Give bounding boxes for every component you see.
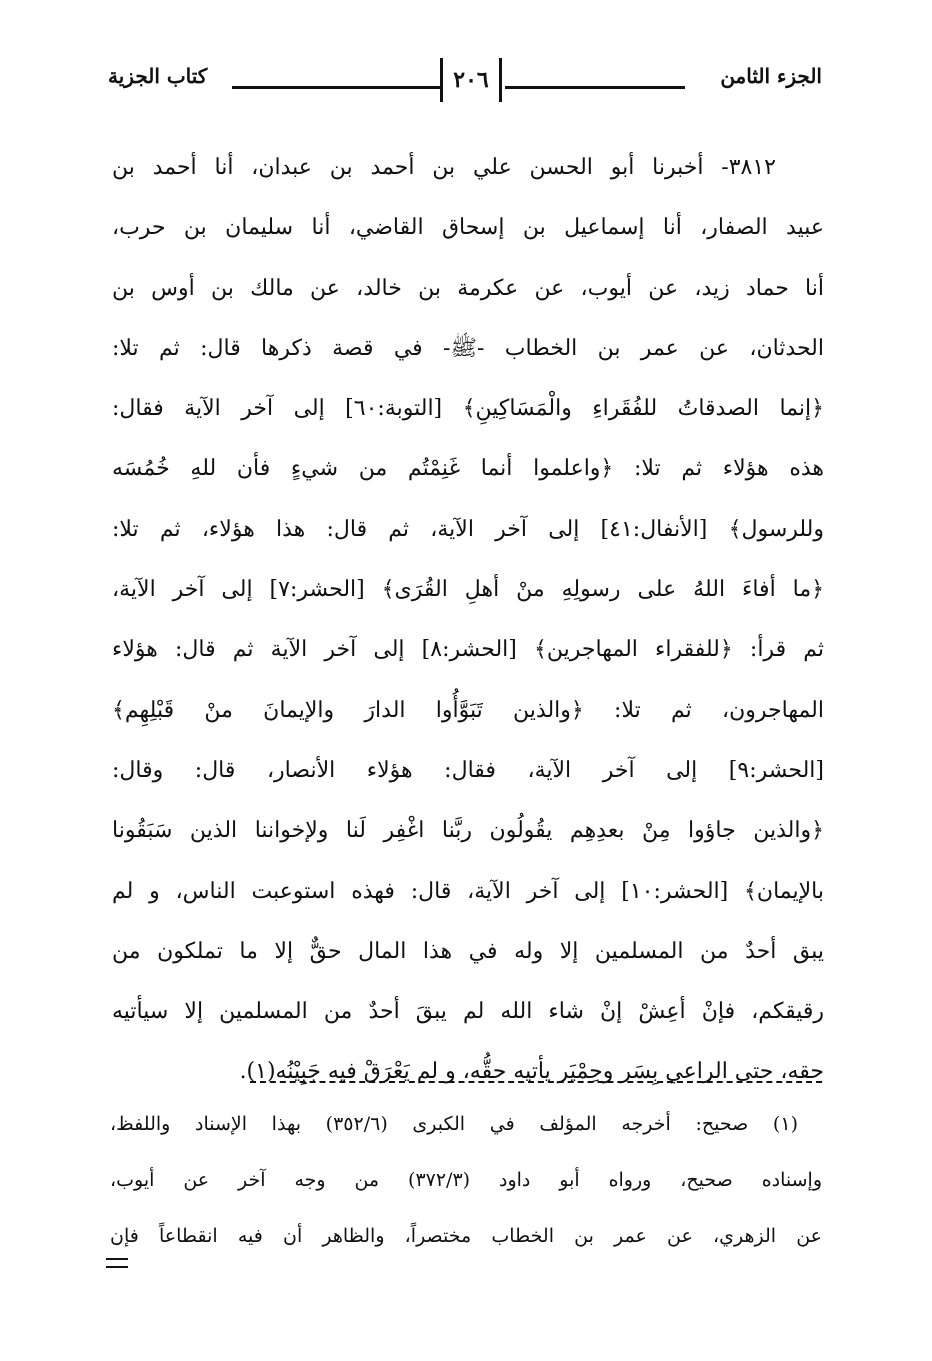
text-line: ثم قرأ: ﴿للفقراء المهاجرين﴾ [الحشر:٨] إلى آخر الآية ثم قال: هؤلاء <box>112 637 824 663</box>
text-line: الحدثان، عن عمر بن الخطاب -ﷺ- في قصة ذكرها قال: ثم تلا: <box>112 335 824 361</box>
text-line: أنا حماد زيد، عن أيوب، عن عكرمة بن خالد، عن مالك بن أوس بن <box>112 275 824 301</box>
text-line: حقه، حتى الراعي بِسَر وحِمْيَر يأتيه حقُّه، و لم يَعْرَقْ فيه جَبِيْنُه(١). <box>239 1059 824 1085</box>
page-header <box>0 52 932 108</box>
header-rule-right <box>505 86 685 89</box>
text-line: ﴿إنما الصدقاتُ للفُقَراءِ والْمَسَاكِينِ﴾ [التوبة:٦٠] إلى آخر الآية فقال: <box>112 396 824 422</box>
part-title: الجزء الثامن <box>720 64 822 88</box>
text-line: بالإيمان﴾ [الحشر:١٠] إلى آخر الآية، قال: فهذه استوعبت الناس، و لم <box>112 878 824 904</box>
book-title: كتاب الجزية <box>108 64 208 88</box>
text-line: عبيد الصفار، أنا إسماعيل بن إسحاق القاضي، أنا سليمان بن حرب، <box>112 215 824 241</box>
text-line: وللرسول﴾ [الأنفال:٤١] إلى آخر الآية، ثم قال: هذا هؤلاء، ثم تلا: <box>112 516 825 542</box>
footnotes <box>110 1103 822 1271</box>
continuation-mark <box>106 1258 128 1268</box>
footnote-line: (١) صحيح: أخرجه المؤلف في الكبرى (٣٥٢/٦) بهذا الإسناد واللفظ، <box>110 1113 798 1135</box>
footnote-line: وإسناده صحيح، ورواه أبو داود (٣٧٢/٣) من وجه آخر عن أيوب، <box>110 1169 822 1191</box>
footnote-separator <box>250 1081 822 1083</box>
page-number: ٢٠٦ <box>453 67 489 93</box>
hadith-text <box>112 138 824 1103</box>
footnote-line: عن الزهري، عن عمر بن الخطاب مختصراً، والظاهر أن فيه انقطاعاً فإن <box>110 1225 822 1247</box>
text-line: ﴿والذين جاؤوا مِنْ بعدِهِم يقُولُون ربَّنا اغْفِر لَنا ولإخواننا الذين سَبَقُونا <box>112 818 824 844</box>
page-number-box <box>440 58 502 102</box>
header-rule-left <box>232 86 440 89</box>
text-line: رقيقكم، فإنْ أعِشْ إنْ شاء الله لم يبقَ أحدٌ من المسلمين إلا سيأتيه <box>112 999 824 1025</box>
text-line: يبق أحدٌ من المسلمين إلا وله في هذا المال حقٌّ إلا ما تملكون من <box>112 938 824 964</box>
text-line: ﴿ما أفاءَ اللهُ على رسولِهِ منْ أهلِ القُرَى﴾ [الحشر:٧] إلى آخر الآية، <box>112 577 824 603</box>
text-line: [الحشر:٩] إلى آخر الآية، فقال: هؤلاء الأنصار، قال: وقال: <box>112 757 824 783</box>
text-line: المهاجرون، ثم تلا: ﴿والذين تَبَوَّأُوا الدارَ والإيمانَ منْ قَبْلِهِم﴾ <box>112 697 824 723</box>
text-line: ٣٨١٢- أخبرنا أبو الحسن علي بن أحمد بن عبدان، أنا أحمد بن <box>112 155 776 180</box>
text-line: هذه هؤلاء ثم تلا: ﴿واعلموا أنما غَنِمْتُم من شيءٍ فأن للهِ خُمُسَه <box>112 456 824 482</box>
